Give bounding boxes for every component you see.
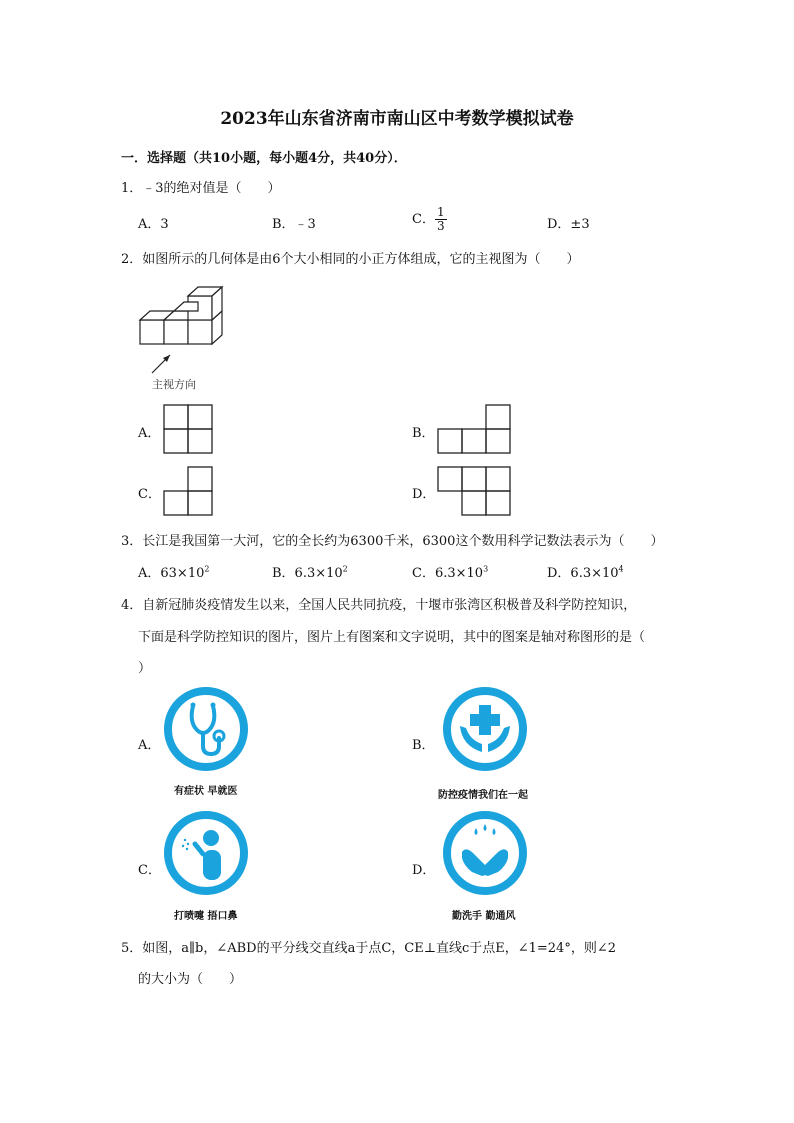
hand-wash-icon bbox=[442, 810, 528, 896]
section-heading: 一．选择题（共10小题，每小题4分，共40分）． bbox=[121, 151, 407, 166]
cube-solid-figure bbox=[130, 278, 240, 378]
q1-option-c[interactable] bbox=[412, 206, 447, 233]
q3-option-b[interactable] bbox=[272, 562, 348, 581]
q2-option-b-figure bbox=[437, 404, 513, 454]
q1-option-c-prefix: C． bbox=[412, 212, 435, 227]
q4-option-b[interactable]: B． bbox=[412, 738, 435, 753]
q5-line-2: 的大小为（ ） bbox=[138, 972, 243, 987]
fraction-denominator: 3 bbox=[436, 219, 445, 233]
q5-line-1: 5．如图，a∥b，∠ABD的平分线交直线a于点C，CE⊥直线c于点E，∠1=24°，则∠2 bbox=[121, 941, 616, 956]
q4-line-2: 下面是科学防控知识的图片，图片上有图案和文字说明，其中的图案是轴对称图形的是（ bbox=[138, 630, 646, 645]
view-direction-label: 主视方向 bbox=[152, 378, 196, 391]
q2-option-a[interactable]: A． bbox=[138, 426, 161, 441]
fraction bbox=[435, 206, 447, 233]
q4-caption-c: 打喷嚏 捂口鼻 bbox=[174, 911, 238, 922]
q3-option-a[interactable] bbox=[138, 562, 209, 581]
q1-option-a[interactable]: A．3 bbox=[138, 217, 169, 232]
hands-medical-cross-icon bbox=[442, 686, 528, 772]
q3-option-c-exponent: 3 bbox=[483, 564, 489, 574]
q3-option-b-exponent: 2 bbox=[342, 564, 348, 574]
q4-line-1: 4．自新冠肺炎疫情发生以来，全国人民共同抗疫，十堰市张湾区积极普及科学防控知识， bbox=[121, 598, 637, 613]
q3-option-d[interactable] bbox=[547, 562, 624, 581]
q4-line-3: ） bbox=[138, 661, 152, 676]
q1-option-b[interactable]: B．﹣3 bbox=[272, 217, 316, 232]
q4-option-d[interactable]: D． bbox=[412, 863, 436, 878]
q3-option-a-exponent: 2 bbox=[204, 564, 210, 574]
q2-option-d[interactable]: D． bbox=[412, 487, 436, 502]
q4-caption-a: 有症状 早就医 bbox=[174, 786, 238, 797]
q3-stem: 3．长江是我国第一大河，它的全长约为6300千米，6300这个数用科学记数法表示为（ ） bbox=[121, 534, 664, 549]
q3-option-b-base: B．6.3×10 bbox=[272, 566, 343, 581]
q3-option-c-base: C．6.3×10 bbox=[412, 566, 484, 581]
q1-option-d[interactable]: D．±3 bbox=[547, 217, 590, 232]
q2-option-c-figure bbox=[163, 466, 213, 516]
q1-stem: 1．﹣3的绝对值是（ ） bbox=[121, 181, 281, 196]
person-sneeze-icon bbox=[163, 810, 249, 896]
q4-caption-b: 防控疫情我们在一起 bbox=[438, 790, 528, 801]
q4-option-c[interactable]: C． bbox=[138, 863, 161, 878]
q3-option-a-base: A．63×10 bbox=[138, 566, 205, 581]
stethoscope-icon bbox=[163, 686, 249, 772]
q2-option-b[interactable]: B． bbox=[412, 426, 435, 441]
q2-stem: 2．如图所示的几何体是由6个大小相同的小正方体组成，它的主视图为（ ） bbox=[121, 252, 580, 267]
q4-option-a[interactable]: A． bbox=[138, 738, 161, 753]
q3-option-d-exponent: 4 bbox=[618, 564, 624, 574]
fraction-numerator: 1 bbox=[436, 205, 445, 219]
page-title: 2023年山东省济南市南山区中考数学模拟试卷 bbox=[220, 109, 574, 129]
q4-caption-d: 勤洗手 勤通风 bbox=[452, 911, 516, 922]
q2-option-c[interactable]: C． bbox=[138, 487, 161, 502]
q3-option-d-base: D．6.3×10 bbox=[547, 566, 619, 581]
q2-option-d-figure bbox=[437, 466, 513, 516]
q3-option-c[interactable] bbox=[412, 562, 488, 581]
q2-option-a-figure bbox=[163, 404, 213, 454]
